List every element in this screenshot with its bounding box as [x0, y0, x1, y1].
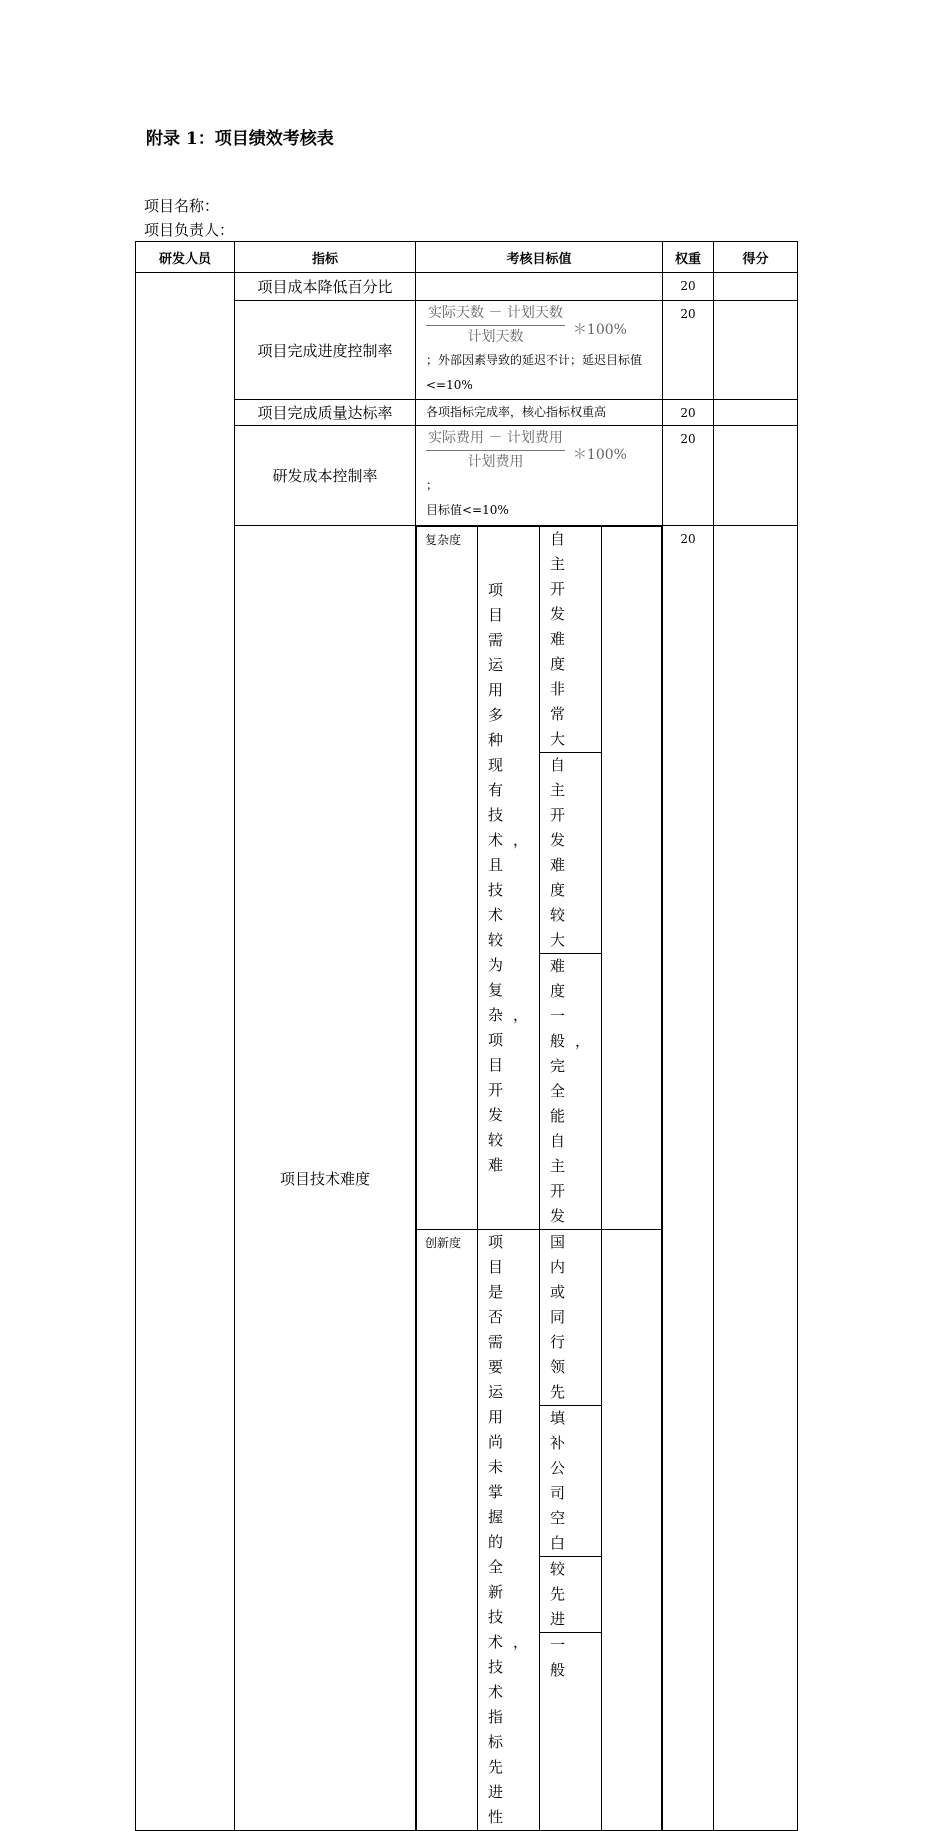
innovation-score-cell[interactable] — [602, 1230, 662, 1831]
score-cell[interactable] — [714, 426, 798, 526]
formula — [426, 429, 656, 471]
target-cell — [416, 301, 663, 400]
project-name-label: 项目名称： — [144, 197, 220, 215]
score-cell[interactable] — [714, 526, 798, 1831]
table-row — [136, 273, 798, 301]
page-title: 附录 1：项目绩效考核表 — [146, 129, 334, 149]
innovation-label: 创新度 — [417, 1230, 478, 1831]
header-indicator: 指标 — [235, 242, 416, 273]
table-row — [136, 301, 798, 400]
formula-denominator: 计划费用 — [467, 454, 524, 470]
weight-cell: 20 — [663, 301, 714, 400]
target-note: ； — [426, 478, 439, 492]
weight-cell: 20 — [663, 426, 714, 526]
header-weight: 权重 — [663, 242, 714, 273]
score-cell[interactable] — [714, 273, 798, 301]
complexity-label: 复杂度 — [417, 527, 478, 1230]
weight-cell: 20 — [663, 526, 714, 1831]
formula-multiplier: ＊100% — [572, 447, 627, 463]
target-cell — [416, 426, 663, 526]
staff-cell[interactable] — [136, 273, 235, 1831]
target-cell: 各项指标完成率，核心指标权重高 — [416, 400, 663, 426]
complexity-level: 自主开发难度较大 — [540, 753, 602, 954]
table-header-row — [136, 242, 798, 273]
header-target: 考核目标值 — [416, 242, 663, 273]
indicator-cell: 项目技术难度 — [235, 526, 416, 1831]
table-row — [136, 400, 798, 426]
header-score: 得分 — [714, 242, 798, 273]
header-staff: 研发人员 — [136, 242, 235, 273]
innovation-level: 填补公司空白 — [540, 1406, 602, 1557]
complexity-description: 项目需运用多种现有技术，且技术较为复杂，项目开发较难 — [478, 527, 540, 1230]
target-note: 目标值<=10% — [426, 503, 509, 517]
innovation-level: 较先进 — [540, 1557, 602, 1633]
indicator-cell: 项目成本降低百分比 — [235, 273, 416, 301]
table-row — [136, 526, 798, 1831]
complexity-score-cell[interactable] — [602, 527, 662, 1230]
formula-numerator: 实际天数 － 计划天数 — [426, 304, 565, 326]
target-cell — [416, 273, 663, 301]
formula-denominator: 计划天数 — [467, 329, 524, 345]
table-row — [136, 426, 798, 526]
weight-cell: 20 — [663, 400, 714, 426]
score-cell[interactable] — [714, 400, 798, 426]
target-note: ；外部因素导致的延迟不计；延迟目标值<=10% — [426, 353, 643, 392]
complexity-level: 难度一般，完全能自主开发 — [540, 954, 602, 1230]
score-cell[interactable] — [714, 301, 798, 400]
innovation-level: 一般 — [540, 1633, 602, 1831]
formula — [426, 304, 656, 346]
indicator-cell: 研发成本控制率 — [235, 426, 416, 526]
complexity-level: 自主开发难度非常大 — [540, 527, 602, 753]
evaluation-table — [135, 241, 798, 1831]
innovation-level: 国内或同行领先 — [540, 1230, 602, 1406]
difficulty-subtable — [416, 526, 662, 1830]
weight-cell: 20 — [663, 273, 714, 301]
innovation-description: 项目是否需要运用尚未掌握的全新技术，技术指标先进性 — [478, 1230, 540, 1831]
formula-numerator: 实际费用 － 计划费用 — [426, 429, 565, 451]
indicator-cell: 项目完成质量达标率 — [235, 400, 416, 426]
formula-multiplier: ＊100% — [572, 322, 627, 338]
project-lead-label: 项目负责人： — [144, 221, 235, 239]
indicator-cell: 项目完成进度控制率 — [235, 301, 416, 400]
target-cell — [416, 526, 663, 1831]
